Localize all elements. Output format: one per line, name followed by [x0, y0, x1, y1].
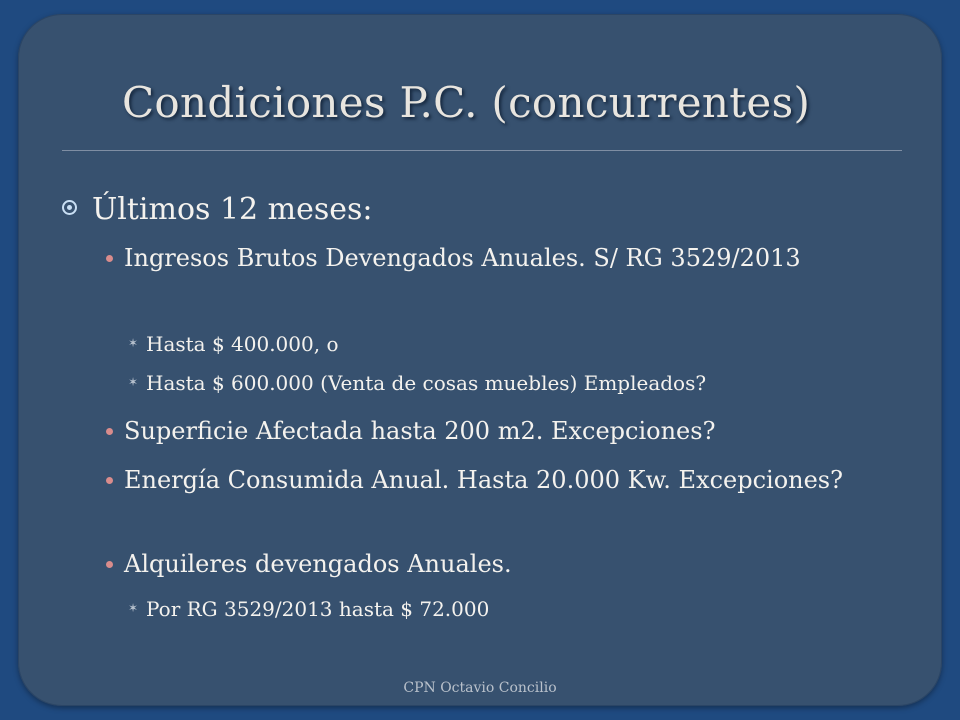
bullet-superficie [124, 413, 884, 449]
round-bullet-icon [106, 428, 113, 435]
bullet-text: Ingresos Brutos Devengados Anuales. S/ RG 3529/2013 [124, 244, 801, 272]
bullet-ultimos-12-meses [92, 192, 373, 227]
circled-dot-icon [62, 200, 77, 215]
slide-footer: CPN Octavio Concilio [403, 680, 557, 696]
bullet-text: Por RG 3529/2013 hasta $ 72.000 [146, 597, 490, 621]
bullet-energia [124, 462, 884, 498]
sub-bullet-hasta-600000 [128, 371, 707, 395]
bullet-text: Últimos 12 meses: [92, 192, 373, 227]
star-bullet-icon: ✶ [128, 601, 139, 615]
bullet-text: Superficie Afectada hasta 200 m2. Excepciones? [124, 417, 716, 445]
round-bullet-icon [106, 255, 113, 262]
slide-title: Condiciones P.C. (concurrentes) [122, 78, 811, 127]
star-bullet-icon: ✶ [128, 336, 139, 350]
sub-bullet-rg-3529 [128, 597, 490, 621]
bullet-text: Hasta $ 400.000, o [146, 332, 339, 356]
bullet-text: Hasta $ 600.000 (Venta de cosas muebles) Empleados? [146, 371, 707, 395]
star-bullet-icon: ✶ [128, 375, 139, 389]
bullet-alquileres [124, 546, 884, 582]
sub-bullet-hasta-400000 [128, 332, 339, 356]
round-bullet-icon [106, 477, 113, 484]
bullet-text: Alquileres devengados Anuales. [124, 550, 512, 578]
bullet-text: Energía Consumida Anual. Hasta 20.000 Kw. Excepciones? [124, 466, 843, 494]
round-bullet-icon [106, 561, 113, 568]
bullet-ingresos-brutos [124, 240, 884, 276]
